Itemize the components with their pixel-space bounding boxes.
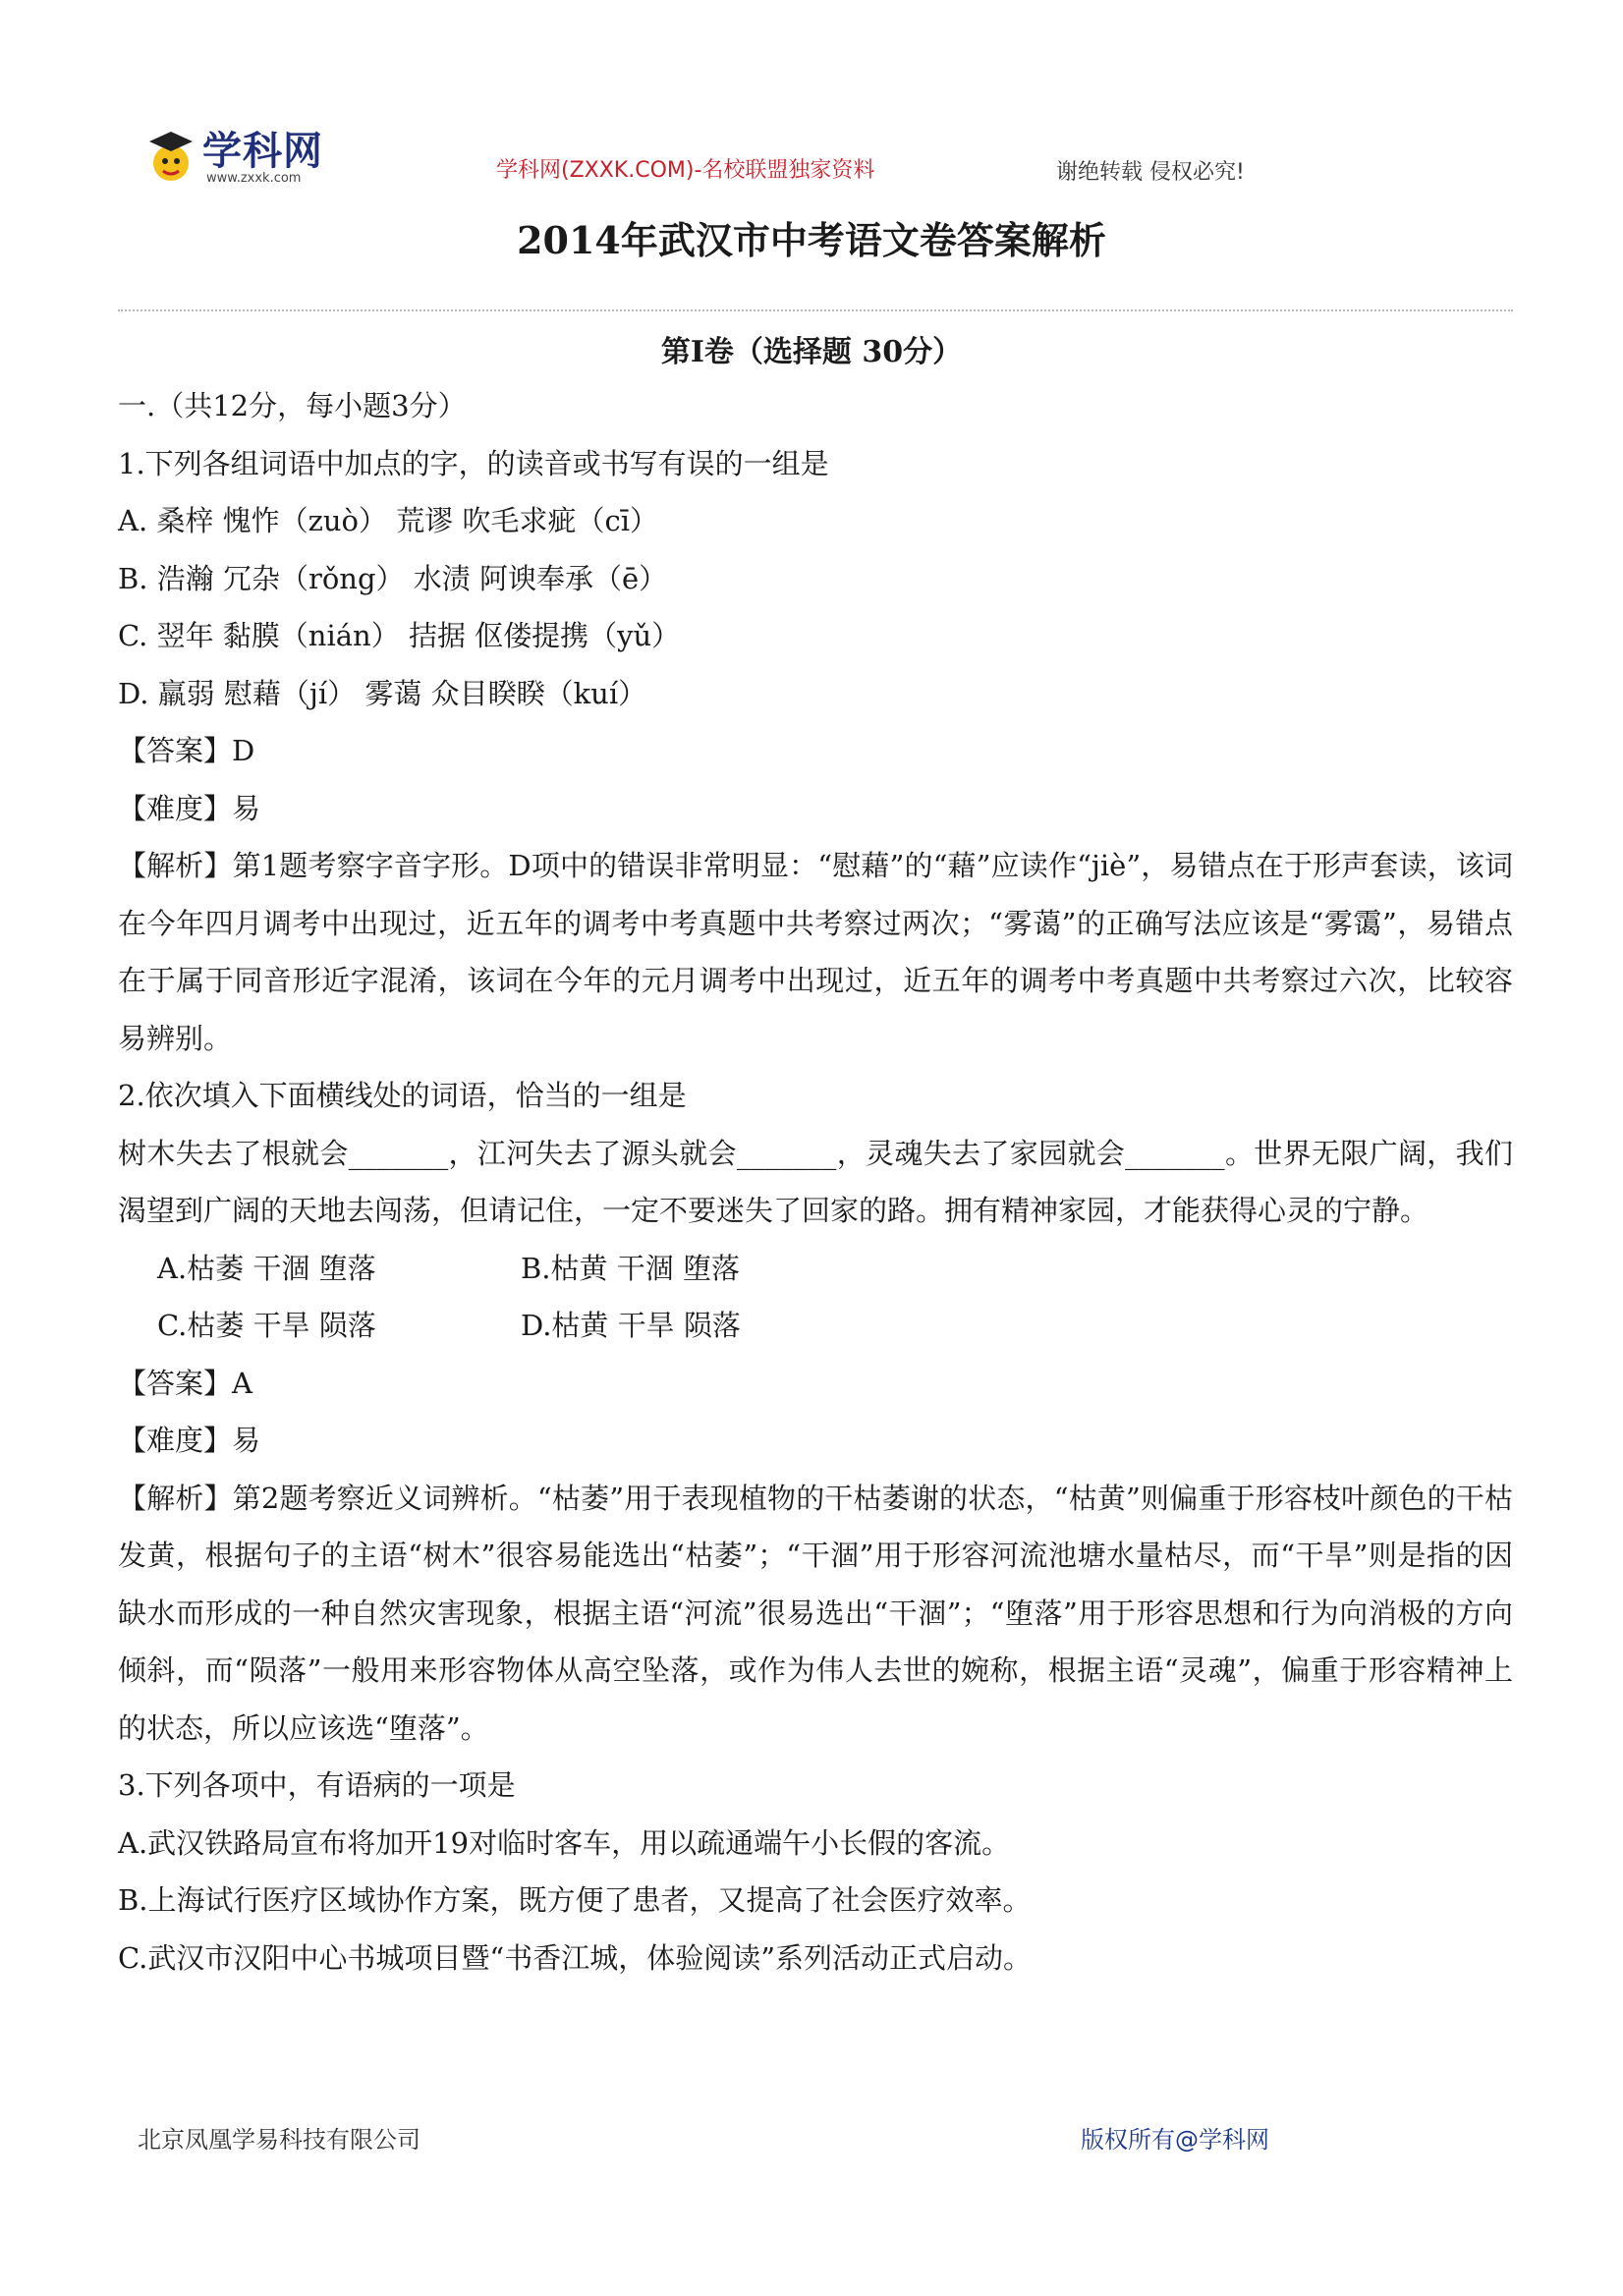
question-2-analysis: 【解析】第2题考察近义词辨析。“枯萎”用于表现植物的干枯萎谢的状态，“枯黄”则偏重于形容枝叶颜色的干枯发黄，根据句子的主语“树木”很容易能选出“枯萎”；“干涸”用于形容河流池塘水量枯尽，而“干旱”则是指的因缺水而形成的一种自然灾害现象，根据主语“河流”很易选出“干涸”；“堕落”用于形容思想和行为向消极的方向倾斜，而“陨落”一般用来形容物体从高空坠落，或作为伟人去世的婉称，根据主语“灵魂”，偏重于形容精神上的状态，所以应该选“堕落”。 xyxy=(118,1481,1513,1745)
footer-company: 北京凤凰学易科技有限公司 xyxy=(138,2126,420,2154)
site-logo[interactable] xyxy=(138,116,344,195)
header-copyright-text: 谢绝转载 侵权必究! xyxy=(1056,160,1245,185)
question-2-stem: 2.依次填入下面横线处的词语，恰当的一组是 xyxy=(118,1079,687,1112)
question-1-analysis: 【解析】第1题考察字音字形。D项中的错误非常明显：“慰藉”的“藉”应读作“jiè”，易错点在于形声套读，该词在今年四月调考中出现过，近五年的调考中考真题中共考察过两次；“雾蔼”的正确写法应该是“雾霭”，易错点在于属于同音形近字混淆，该词在今年的元月调考中出现过，近五年的调考中考真题中共考察过六次，比较容易辨别。 xyxy=(118,849,1513,1055)
section-title: 第Ⅰ卷（选择题 30分） xyxy=(660,335,963,369)
question-2-passage: 树木失去了根就会_______，江河失去了源头就会_______，灵魂失去了家园就会_______。世界无限广阔，我们渴望到广阔的天地去闯荡，但请记住，一定不要迷失了回家的路。拥有精神家园，才能获得心灵的宁静。 xyxy=(118,1136,1513,1227)
part-heading: 一.（共12分，每小题3分） xyxy=(118,389,467,422)
question-3-stem: 3.下列各项中，有语病的一项是 xyxy=(118,1768,516,1802)
question-3-option-a: A.武汉铁路局宣布将加开19对临时客车，用以疏通端午小长假的客流。 xyxy=(118,1825,1011,1860)
question-2-option-c: C.枯萎 干旱 陨落 xyxy=(157,1309,376,1342)
document-title: 2014年武汉市中考语文卷答案解析 xyxy=(517,218,1106,262)
document-body xyxy=(118,377,1513,1987)
question-3-option-b: B.上海试行医疗区域协作方案，既方便了患者，又提高了社会医疗效率。 xyxy=(118,1883,1032,1917)
question-1-option-c: C. 翌年 黏膜（nián） 拮据 伛偻提携（yǔ） xyxy=(118,619,681,652)
question-2-option-d: D.枯黄 干旱 陨落 xyxy=(521,1309,741,1342)
header-source-text: 学科网(ZXXK.COM)-名校联盟独家资料 xyxy=(496,158,875,183)
graduate-mascot-icon xyxy=(145,128,196,187)
question-2-difficulty: 【难度】易 xyxy=(118,1424,261,1457)
question-1-option-b: B. 浩瀚 冗杂（rǒng） 水渍 阿谀奉承（ē） xyxy=(118,561,668,595)
logo-url: www.zxxk.com xyxy=(206,171,302,186)
question-2-option-b: B.枯黄 干涸 堕落 xyxy=(521,1251,740,1285)
question-1-stem: 1.下列各组词语中加点的字，的读音或书写有误的一组是 xyxy=(118,446,829,480)
question-2-answer: 【答案】A xyxy=(118,1366,252,1400)
header-divider xyxy=(118,309,1513,311)
logo-text: 学科网 xyxy=(202,129,323,174)
question-1-difficulty: 【难度】易 xyxy=(118,791,261,825)
page-header xyxy=(138,116,1297,204)
question-3-option-c: C.武汉市汉阳中心书城项目暨“书香江城，体验阅读”系列活动正式启动。 xyxy=(118,1940,1033,1975)
question-2-options-row xyxy=(118,1240,1513,1298)
footer-copyright: 版权所有@学科网 xyxy=(1081,2126,1269,2154)
question-1-answer: 【答案】D xyxy=(118,734,255,767)
question-1-option-a: A. 桑梓 愧怍（zuò） 荒谬 吹毛求疵（cī） xyxy=(118,504,658,537)
question-1-option-d: D. 羸弱 慰藉（jí） 雾蔼 众目睽睽（kuí） xyxy=(118,676,647,710)
question-2-options-row xyxy=(118,1297,1513,1355)
question-2-option-a: A.枯萎 干涸 堕落 xyxy=(157,1251,376,1285)
